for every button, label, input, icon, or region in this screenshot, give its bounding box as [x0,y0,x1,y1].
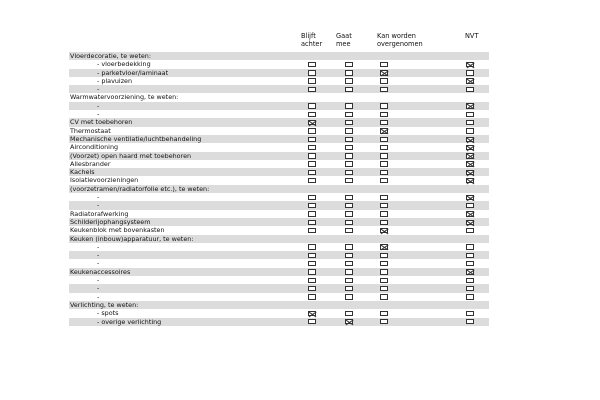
checkbox-blijft-achter[interactable] [308,244,316,249]
row-label: - [97,292,100,301]
checkbox-blijft-achter[interactable] [308,128,316,133]
row-label: Kachels [70,168,95,177]
checkbox-nvt[interactable] [466,145,474,150]
header-line: NVT [465,32,479,40]
row-label: Radiatorafwerking [70,209,129,218]
section-row [69,218,489,226]
checkbox-nvt[interactable] [466,62,474,67]
checkbox-blijft-achter[interactable] [308,103,316,108]
header-nvt [465,32,478,40]
row-label: - spots [97,309,119,318]
row-label: - vloerbedekking [97,60,151,69]
checkbox-gaat-mee[interactable] [345,319,353,324]
checkbox-kan-worden-overgenomen[interactable] [380,62,388,67]
checkbox-kan-worden-overgenomen[interactable] [380,253,388,258]
section-row [69,268,489,276]
header-line: Gaat [336,32,352,40]
row-label: Allesbrander [70,159,111,168]
checkbox-nvt[interactable] [466,161,474,166]
checkbox-kan-worden-overgenomen[interactable] [380,294,388,299]
checkbox-blijft-achter[interactable] [308,211,316,216]
checkbox-blijft-achter[interactable] [308,228,316,233]
row-label: - [97,242,100,251]
checkbox-nvt[interactable] [466,278,474,283]
row-label: - [97,251,100,260]
checkbox-gaat-mee[interactable] [345,161,353,166]
row-label: Keuken (inbouw)apparatuur, te weten: [70,234,194,243]
checkbox-gaat-mee[interactable] [345,244,353,249]
checkbox-kan-worden-overgenomen[interactable] [380,87,388,92]
section-row [69,210,489,218]
section-row [69,118,489,126]
checkbox-gaat-mee[interactable] [345,120,353,125]
checkbox-blijft-achter[interactable] [308,137,316,142]
checkbox-nvt[interactable] [466,137,474,142]
checkbox-nvt[interactable] [466,244,474,249]
checkbox-gaat-mee[interactable] [345,228,353,233]
checkbox-kan-worden-overgenomen[interactable] [380,161,388,166]
checkbox-nvt[interactable] [466,311,474,316]
checkbox-gaat-mee[interactable] [345,220,353,225]
checkbox-gaat-mee[interactable] [345,78,353,83]
checkbox-kan-worden-overgenomen[interactable] [380,319,388,324]
row-label: - [97,259,100,268]
section-row [69,185,489,193]
item-row [69,85,489,93]
row-label: - overige verlichting [97,317,162,326]
header-line: Kan worden [377,32,416,40]
checkbox-gaat-mee[interactable] [345,87,353,92]
column-headers [0,32,600,52]
checkbox-nvt[interactable] [466,78,474,83]
row-label: Keukenaccessoires [70,267,131,276]
item-row [69,259,489,267]
item-row [69,102,489,110]
checkbox-blijft-achter[interactable] [308,62,316,67]
checkbox-kan-worden-overgenomen[interactable] [380,178,388,183]
checkbox-gaat-mee[interactable] [345,294,353,299]
section-row [69,127,489,135]
checkbox-nvt[interactable] [466,261,474,266]
checkbox-gaat-mee[interactable] [345,261,353,266]
item-row [69,251,489,259]
row-label: Warmwatervoorziening, te weten: [70,93,179,102]
checkbox-gaat-mee[interactable] [345,286,353,291]
header-line: Blijft [301,32,316,40]
row-label: - [97,101,100,110]
section-row [69,168,489,176]
checkbox-gaat-mee[interactable] [345,269,353,274]
header-line: achter [301,40,323,48]
row-label: - [97,193,100,202]
checkbox-kan-worden-overgenomen[interactable] [380,211,388,216]
checkbox-gaat-mee[interactable] [345,70,353,75]
checkbox-blijft-achter[interactable] [308,294,316,299]
section-row [69,143,489,151]
checkbox-gaat-mee[interactable] [345,195,353,200]
checkbox-nvt[interactable] [466,178,474,183]
checkbox-nvt[interactable] [466,87,474,92]
checkbox-blijft-achter[interactable] [308,286,316,291]
checkbox-kan-worden-overgenomen[interactable] [380,137,388,142]
checkbox-gaat-mee[interactable] [345,128,353,133]
row-label: Vloerdecoratie, te weten: [70,52,152,60]
row-label: Keukenblok met bovenkasten [70,226,165,235]
checkbox-blijft-achter[interactable] [308,261,316,266]
row-label: - [97,284,100,293]
checkbox-gaat-mee[interactable] [345,137,353,142]
row-label: Airconditioning [70,143,119,152]
row-label: - parketvloer/laminaat [97,68,169,77]
checkbox-kan-worden-overgenomen[interactable] [380,153,388,158]
row-label: - [97,110,100,119]
checkbox-blijft-achter[interactable] [308,145,316,150]
row-label: Schilderijophangsysteem [70,217,151,226]
checkbox-kan-worden-overgenomen[interactable] [380,286,388,291]
row-label: Verlichting, te weten: [70,300,139,309]
checkbox-blijft-achter[interactable] [308,153,316,158]
item-row [69,110,489,118]
checklist-table [69,52,489,326]
row-label: Isolatievoorzieningen [70,176,139,185]
checkbox-gaat-mee[interactable] [345,145,353,150]
row-label: Thermostaat [70,126,111,135]
checkbox-kan-worden-overgenomen[interactable] [380,128,388,133]
section-row [69,135,489,143]
item-row [69,284,489,292]
checkbox-blijft-achter[interactable] [308,278,316,283]
row-label: - [97,201,100,210]
checkbox-nvt[interactable] [466,70,474,75]
checkbox-gaat-mee[interactable] [345,170,353,175]
item-row [69,60,489,68]
checkbox-nvt[interactable] [466,228,474,233]
checkbox-kan-worden-overgenomen[interactable] [380,120,388,125]
item-row [69,309,489,317]
checkbox-gaat-mee[interactable] [345,211,353,216]
checkbox-kan-worden-overgenomen[interactable] [380,220,388,225]
section-row [69,152,489,160]
checkbox-blijft-achter[interactable] [308,178,316,183]
section-row [69,160,489,168]
item-row [69,77,489,85]
checkbox-nvt[interactable] [466,170,474,175]
checkbox-nvt[interactable] [466,203,474,208]
checkbox-kan-worden-overgenomen[interactable] [380,311,388,316]
checkbox-kan-worden-overgenomen[interactable] [380,112,388,117]
checkbox-blijft-achter[interactable] [308,253,316,258]
item-row [69,276,489,284]
checkbox-kan-worden-overgenomen[interactable] [380,278,388,283]
checkbox-nvt[interactable] [466,120,474,125]
row-label: - [97,276,100,285]
header-gaat-mee [336,32,352,48]
checkbox-kan-worden-overgenomen[interactable] [380,170,388,175]
checkbox-kan-worden-overgenomen[interactable] [380,195,388,200]
item-row [69,69,489,77]
checkbox-blijft-achter[interactable] [308,311,316,316]
checkbox-nvt[interactable] [466,103,474,108]
checkbox-blijft-achter[interactable] [308,170,316,175]
checkbox-gaat-mee[interactable] [345,103,353,108]
row-label: - plavuizen [97,76,133,85]
item-row [69,193,489,201]
checkbox-nvt[interactable] [466,253,474,258]
checkbox-blijft-achter[interactable] [308,319,316,324]
checkbox-kan-worden-overgenomen[interactable] [380,78,388,83]
section-row [69,235,489,243]
row-label: CV met toebehoren [70,118,133,127]
checkbox-nvt[interactable] [466,128,474,133]
checkbox-nvt[interactable] [466,211,474,216]
checkbox-blijft-achter[interactable] [308,269,316,274]
checkbox-blijft-achter[interactable] [308,70,316,75]
item-row [69,318,489,326]
checkbox-blijft-achter[interactable] [308,203,316,208]
checkbox-nvt[interactable] [466,112,474,117]
checkbox-kan-worden-overgenomen[interactable] [380,228,388,233]
checkbox-nvt[interactable] [466,319,474,324]
checkbox-blijft-achter[interactable] [308,112,316,117]
header-kan-worden-overgenomen [377,32,423,48]
item-row [69,293,489,301]
checkbox-gaat-mee[interactable] [345,112,353,117]
checkbox-nvt[interactable] [466,286,474,291]
checkbox-nvt[interactable] [466,195,474,200]
checkbox-kan-worden-overgenomen[interactable] [380,103,388,108]
row-label: Mechanische ventilatie/luchtbehandeling [70,134,202,143]
section-row [69,52,489,60]
header-blijft-achter [301,32,322,48]
checkbox-kan-worden-overgenomen[interactable] [380,203,388,208]
section-row [69,176,489,184]
checkbox-gaat-mee[interactable] [345,278,353,283]
section-row [69,93,489,101]
item-row [69,243,489,251]
checkbox-kan-worden-overgenomen[interactable] [380,269,388,274]
checkbox-blijft-achter[interactable] [308,220,316,225]
checkbox-kan-worden-overgenomen[interactable] [380,145,388,150]
checkbox-gaat-mee[interactable] [345,203,353,208]
item-row [69,201,489,209]
header-line: overgenomen [377,40,423,48]
checkbox-kan-worden-overgenomen[interactable] [380,244,388,249]
checkbox-gaat-mee[interactable] [345,311,353,316]
checkbox-blijft-achter[interactable] [308,87,316,92]
row-label: (voorzetramen/radiatorfolie etc.), te weten: [70,184,210,193]
checkbox-blijft-achter[interactable] [308,195,316,200]
section-row [69,301,489,309]
checkbox-kan-worden-overgenomen[interactable] [380,70,388,75]
checkbox-blijft-achter[interactable] [308,78,316,83]
checkbox-gaat-mee[interactable] [345,253,353,258]
checkbox-gaat-mee[interactable] [345,62,353,67]
checkbox-kan-worden-overgenomen[interactable] [380,261,388,266]
header-line: mee [336,40,351,48]
checkbox-gaat-mee[interactable] [345,153,353,158]
checkbox-nvt[interactable] [466,153,474,158]
row-label: - [97,85,100,94]
checkbox-nvt[interactable] [466,294,474,299]
checkbox-nvt[interactable] [466,269,474,274]
section-row [69,226,489,234]
checkbox-blijft-achter[interactable] [308,161,316,166]
checkbox-nvt[interactable] [466,220,474,225]
checkbox-blijft-achter[interactable] [308,120,316,125]
checkbox-gaat-mee[interactable] [345,178,353,183]
row-label: (Voorzet) open haard met toebehoren [70,151,192,160]
